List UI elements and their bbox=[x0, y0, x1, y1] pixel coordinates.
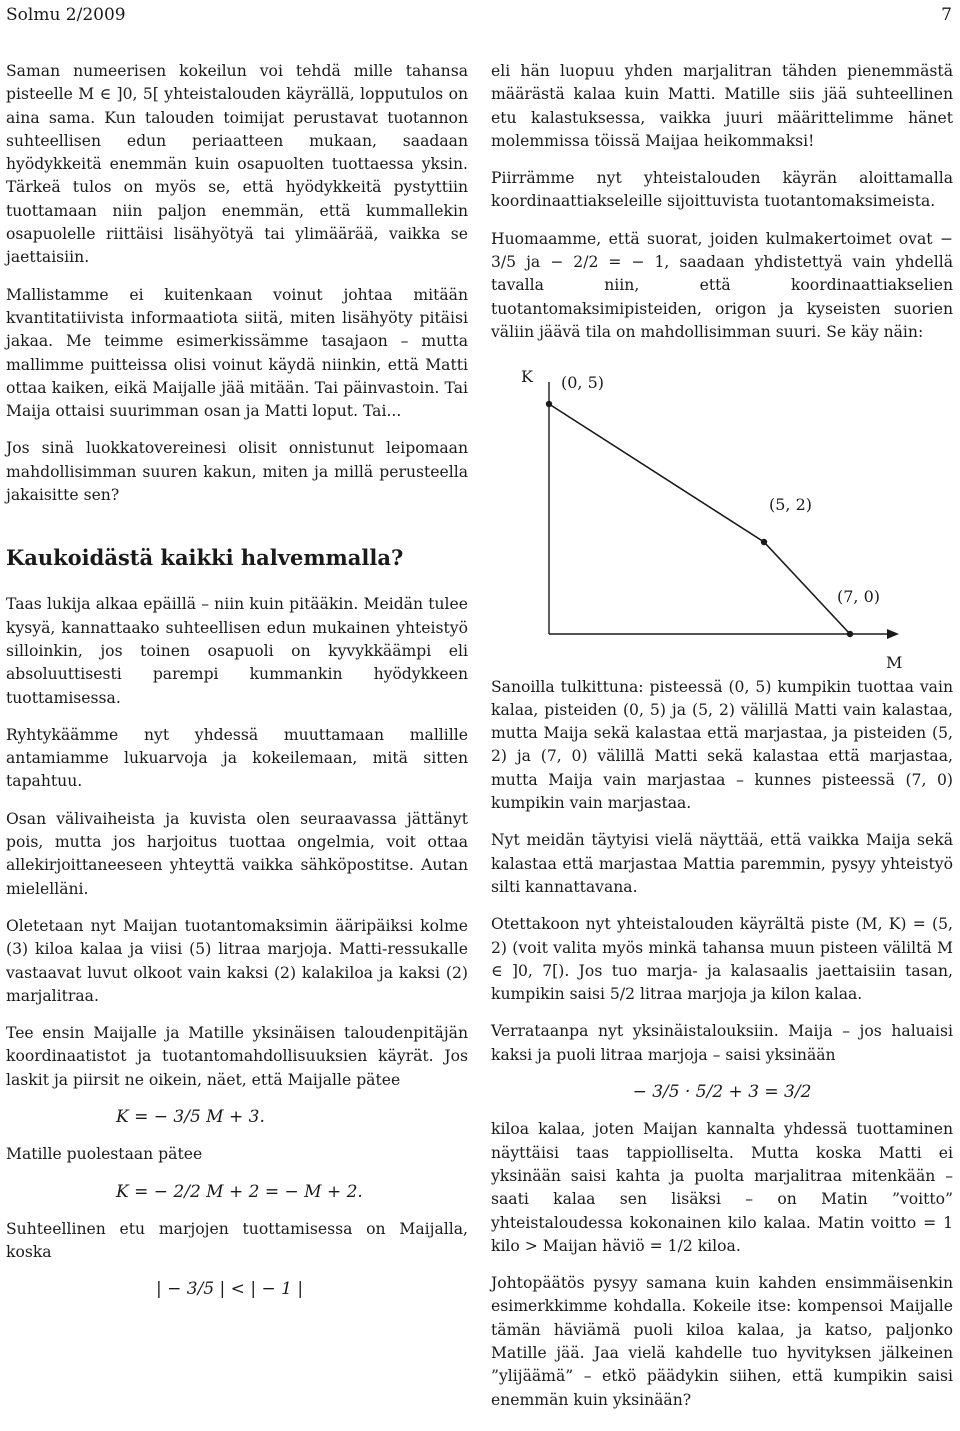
paragraph: Sanoilla tulkittuna: pisteessä (0, 5) kumpikin tuottaa vain kalaa, pisteiden (0, 5) ja (5, 2) välillä Matti vain kalastaa, mutta Maija sekä kalastaa että marjastaa, ja pisteiden (5, 2) ja (7, 0) välillä Matti sekä kalastaa että marjastaa, mutta Maija vain marjastaa – kunnes pisteessä (7, 0) kumpikin vain marjastaa. bbox=[491, 677, 953, 813]
paragraph: Taas lukija alkaa epäillä – niin kuin pitääkin. Meidän tulee kysyä, kannattaako suhteellisen edun mukainen yhteistyö silloinkin, jos toinen osapuoli on kyvykkäämpi eli absoluuttisesti parempi kummankin hyödykkeen tuottamisessa. bbox=[6, 595, 468, 707]
paragraph: Saman numeerisen kokeilun voi tehdä mille tahansa pisteelle M ∈ ]0, 5[ yhteistalouden käyrällä, lopputulos on aina sama. Kun talouden toimijat perustavat tuotannon suhteellisen edun periaatteen mukaan, saadaan hyödykkeitä enemmän kuin osapuolten tuottaessa yksin. Tärkeä tulos on myös se, että hyödykkeitä pystyttiin tuottamaan niin paljon enemmän, että kummallekin osapuolelle riittäisi lisähyötyä tai ylimäärää, vaikka se jaettaisiin. bbox=[6, 62, 468, 267]
point-5-2 bbox=[761, 539, 767, 545]
paragraph: Johtopäätös pysyy samana kuin kahden ensimmäisenkin esimerkkimme kohdalla. Kokeile itse: kompensoi Maijalle tämän häviämä puoli kiloa kalaa, ja katso, paljonko Matille jää. Jaa vielä kahdelle tuo hyvityksen jälkeinen ”ylijäämä” – etkö päädykin siihen, että kumpikin saisi enemmän kuin yksinään? bbox=[491, 1274, 953, 1409]
production-possibility-diagram bbox=[491, 362, 953, 673]
y-axis-label: K bbox=[521, 367, 533, 387]
paragraph: Huomaamme, että suorat, joiden kulmakertoimet ovat − 3/5 ja − 2/2 = − 1, saadaan yhdistettyä vain yhdellä tavalla niin, että koordinaattiakselien tuotantomaksimipisteiden, origon ja kyseisten suorien väliin jäävä tila on mahdollisimman suuri. Se käy näin: bbox=[491, 229, 953, 341]
paragraph: eli hän luopuu yhden marjalitran tähden pienemmästä määrästä kalaa kuin Matti. Matille siis jää suhteellinen etu kalastuksessa, vaikka juuri määrittelimme hänet molemmissa töissä Maijaa heikommaksi! bbox=[491, 62, 953, 150]
point-0-5 bbox=[546, 401, 552, 407]
formula-maija: K = − 3/5 M + 3. bbox=[116, 1106, 265, 1127]
paragraph: Tee ensin Maijalle ja Matille yksinäisen taloudenpitäjän koordinaatistot ja tuotantomahdollisuuksien käyrät. Jos laskit ja piirsit ne oikein, näet, että Maijalle pätee bbox=[6, 1024, 468, 1089]
paragraph: Nyt meidän täytyisi vielä näyttää, että vaikka Maija sekä kalastaa että marjastaa Mattia paremmin, pysyy yhteistyö silti kannattavana. bbox=[491, 831, 953, 896]
point-7-0 bbox=[847, 631, 853, 637]
paragraph: Ryhtykäämme nyt yhdessä muuttamaan mallille antamiamme lukuarvoja ja kokeilemaan, mitä sitten tapahtuu. bbox=[6, 725, 468, 791]
x-axis-label: M bbox=[886, 653, 903, 673]
paragraph: Jos sinä luokkatovereinesi olisit onnistunut leipomaan mahdollisimman suuren kakun, miten ja millä perusteella jakaisitte sen? bbox=[6, 439, 468, 505]
paragraph: Oletetaan nyt Maijan tuotantomaksimin ääripäiksi kolme (3) kiloa kalaa ja viisi (5) litraa marjoja. Matti-ressukalle vastaavat luvut olkoot vain kaksi (2) kalakiloa ja kaksi (2) marjalitraa. bbox=[6, 916, 468, 1005]
paragraph: Osan välivaiheista ja kuvista olen seuraavassa jättänyt pois, mutta jos harjoitus tuottaa ongelmia, voit ottaa allekirjoittaneeseen yhteyttä vaikka sähköpostitse. Autan mielelläni. bbox=[6, 809, 468, 898]
point-a-label: (0, 5) bbox=[561, 373, 605, 393]
frontier-line bbox=[549, 404, 850, 634]
formula-matti: K = − 2/2 M + 2 = − M + 2. bbox=[116, 1181, 363, 1202]
page-number: 7 bbox=[941, 5, 952, 25]
paragraph: Suhteellinen etu marjojen tuottamisessa on Maijalla, koska bbox=[6, 1219, 468, 1262]
formula-maija-alone: − 3/5 · 5/2 + 3 = 3/2 bbox=[632, 1082, 812, 1103]
paragraph: Mallistamme ei kuitenkaan voinut johtaa mitään kvantitatiivista informaatiota siitä, miten lisähyöty pitäisi jakaa. Me teimme esimerkissämme tasajaon – mutta mallimme puitteissa olisi voinut käydä niinkin, että Matti ottaa kaiken, eikä Maijalle jää mitään. Tai päinvastoin. Tai Maija ottaisi suurimman osan ja Matti loput. Tai... bbox=[6, 285, 468, 421]
paragraph: Otettakoon nyt yhteistalouden käyrältä piste (M, K) = (5, 2) (voit valita myös minkä tahansa muun pisteen väliltä M ∈ ]0, 7[). Jos tuo marja- ja kalasaalis jaettaisiin tasan, kumpikin saisi 5/2 litraa marjoja ja kilon kalaa. bbox=[491, 915, 953, 1004]
point-b-label: (5, 2) bbox=[769, 495, 813, 515]
formula-comparison: | − 3/5 | < | − 1 | bbox=[156, 1279, 304, 1300]
x-axis-arrow bbox=[887, 629, 899, 639]
paragraph: kiloa kalaa, joten Maijan kannalta yhdessä tuottaminen näyttäisi taas tappiolliselta. Mutta koska Matti ei yksinään saisi kahta ja puolta marjalitraa mitenkään – saati kalaa sen lisäksi – on Matin ”voitto” yhteistaloudessa kokonainen kilo kalaa. Matin voitto = 1 kilo > Maijan häviö = 1/2 kiloa. bbox=[491, 1120, 953, 1255]
page-header bbox=[6, 0, 952, 30]
paragraph: Piirrämme nyt yhteistalouden käyrän aloittamalla koordinaattiakseleille sijoittuvista tuotantomaksimeista. bbox=[491, 169, 953, 211]
paragraph: Matille puolestaan pätee bbox=[6, 1145, 203, 1164]
paragraph: Verrataanpa nyt yksinäistalouksiin. Maija – jos haluaisi kaksi ja puoli litraa marjoja – saisi yksinään bbox=[491, 1022, 953, 1064]
left-column bbox=[6, 60, 468, 1316]
journal-issue: Solmu 2/2009 bbox=[6, 5, 126, 25]
right-column bbox=[491, 60, 953, 1426]
point-c-label: (7, 0) bbox=[837, 587, 881, 607]
section-heading: Kaukoidästä kaikki halvemmalla? bbox=[6, 545, 404, 571]
